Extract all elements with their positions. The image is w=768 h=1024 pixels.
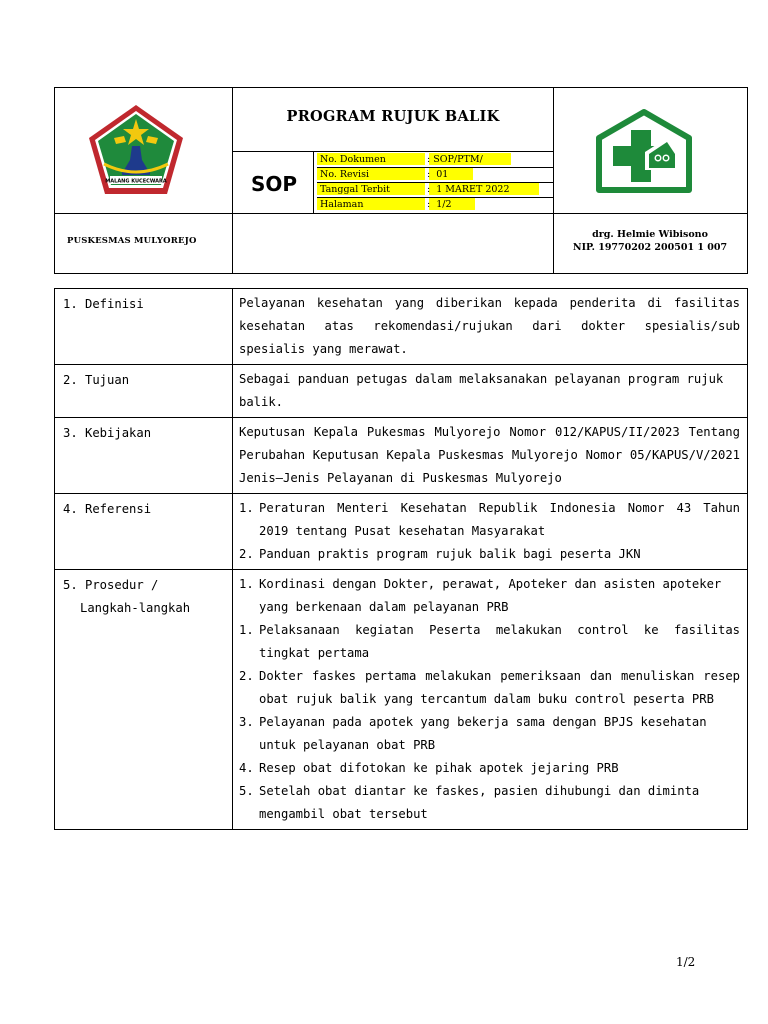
divider (317, 182, 553, 183)
sop-header-table (54, 87, 748, 274)
document-meta (317, 152, 553, 212)
row-label-line: 5. Prosedur / (63, 578, 159, 592)
list-item (239, 711, 740, 757)
list-text: Pelayanan pada apotek yang bekerja sama dengan BPJS kesehatan untuk pelayanan obat PRB (259, 715, 707, 752)
divider (55, 213, 747, 214)
malang-city-emblem-logo (86, 102, 186, 198)
puskesmas-logo (595, 108, 693, 194)
divider (317, 197, 553, 198)
list-text: Kordinasi dengan Dokter, perawat, Apoteker dan asisten apoteker yang berkenaan dalam pelayanan PRB (259, 577, 722, 614)
row-content (232, 494, 747, 569)
row-content: Sebagai panduan petugas dalam melaksanakan pelayanan program rujuk balik. (232, 365, 747, 417)
list-number: 1. (239, 577, 254, 591)
list-text: Dokter faskes pertama melakukan pemeriksaan dan menuliskan resep obat rujuk balik yang tercantum dalam buku control peserta PRB (259, 669, 740, 706)
row-content: Pelayanan kesehatan yang diberikan kepada penderita di fasilitas kesehatan atas rekomendasi/rujukan dari dokter spesialis/sub spesialis yang merawat. (232, 289, 747, 364)
meta-value: : 01 (427, 169, 449, 180)
row-content (232, 570, 747, 829)
list-number: 2. (239, 547, 254, 561)
meta-label: Halaman (320, 199, 364, 210)
meta-value: : 1 MARET 2022 (427, 184, 510, 195)
page-number: 1/2 (676, 955, 696, 969)
row-content: Keputusan Kepala Pukesmas Mulyorejo Nomor 012/KAPUS/II/2023 Tentang Perubahan Keputusan Kepala Puskesmas Mulyorejo Nomor 05/KAPUS/V/2021 Jenis–Jenis Pelayanan di Puskesmas Mulyorejo (232, 418, 747, 493)
table-row (55, 418, 747, 494)
table-row (55, 494, 747, 570)
table-row (55, 570, 747, 829)
list-text: Setelah obat diantar ke faskes, pasien dihubungi dan diminta mengambil obat tersebut (259, 784, 700, 821)
divider (313, 151, 314, 213)
meta-row (317, 167, 553, 182)
row-label: 3. Kebijakan (63, 426, 152, 440)
list-item (239, 573, 740, 619)
list-item (239, 780, 740, 826)
list-number: 1. (239, 501, 254, 515)
list-number: 1. (239, 623, 254, 637)
table-row (55, 289, 747, 365)
signer-name: drg. Helmie Wibisono (592, 229, 708, 240)
list-text: Resep obat difotokan ke pihak apotek jejaring PRB (259, 761, 619, 775)
puskesmas-name: PUSKESMAS MULYOREJO (67, 236, 197, 246)
row-label-line: Langkah-langkah (80, 601, 191, 615)
list-text: Peraturan Menteri Kesehatan Republik Indonesia Nomor 43 Tahun 2019 tentang Pusat kesehatan Masyarakat (259, 501, 740, 538)
list-number: 4. (239, 761, 254, 775)
list-item (239, 619, 740, 665)
table-row (55, 365, 747, 418)
document-title: PROGRAM RUJUK BALIK (286, 108, 500, 125)
sop-label: SOP (250, 172, 298, 196)
meta-label: No. Revisi (320, 169, 369, 180)
meta-label: No. Dokumen (320, 154, 386, 165)
row-label: 4. Referensi (63, 502, 152, 516)
row-label (55, 570, 231, 620)
list-number: 2. (239, 669, 254, 683)
meta-row (317, 197, 553, 212)
list-text: Pelaksanaan kegiatan Peserta melakukan control ke fasilitas tingkat pertama (259, 623, 740, 660)
list-text: Panduan praktis program rujuk balik bagi peserta JKN (259, 547, 641, 561)
meta-row (317, 152, 553, 167)
sop-content-table (54, 288, 748, 830)
row-label: 1. Definisi (63, 297, 144, 311)
meta-label: Tanggal Terbit (320, 184, 390, 195)
list-number: 3. (239, 715, 254, 729)
emblem-motto: MALANG KUCECWARA (105, 178, 167, 185)
list-item (239, 497, 740, 543)
list-item (239, 757, 740, 780)
divider (317, 167, 553, 168)
row-label: 2. Tujuan (63, 373, 130, 387)
meta-value: : SOP/PTM/ (427, 154, 483, 165)
meta-value: : 1/2 (427, 199, 452, 210)
list-item (239, 543, 740, 566)
list-item (239, 665, 740, 711)
signer-nip: NIP. 19770202 200501 1 007 (572, 242, 728, 253)
list-number: 5. (239, 784, 254, 798)
signer-block (553, 228, 747, 254)
meta-row (317, 182, 553, 197)
